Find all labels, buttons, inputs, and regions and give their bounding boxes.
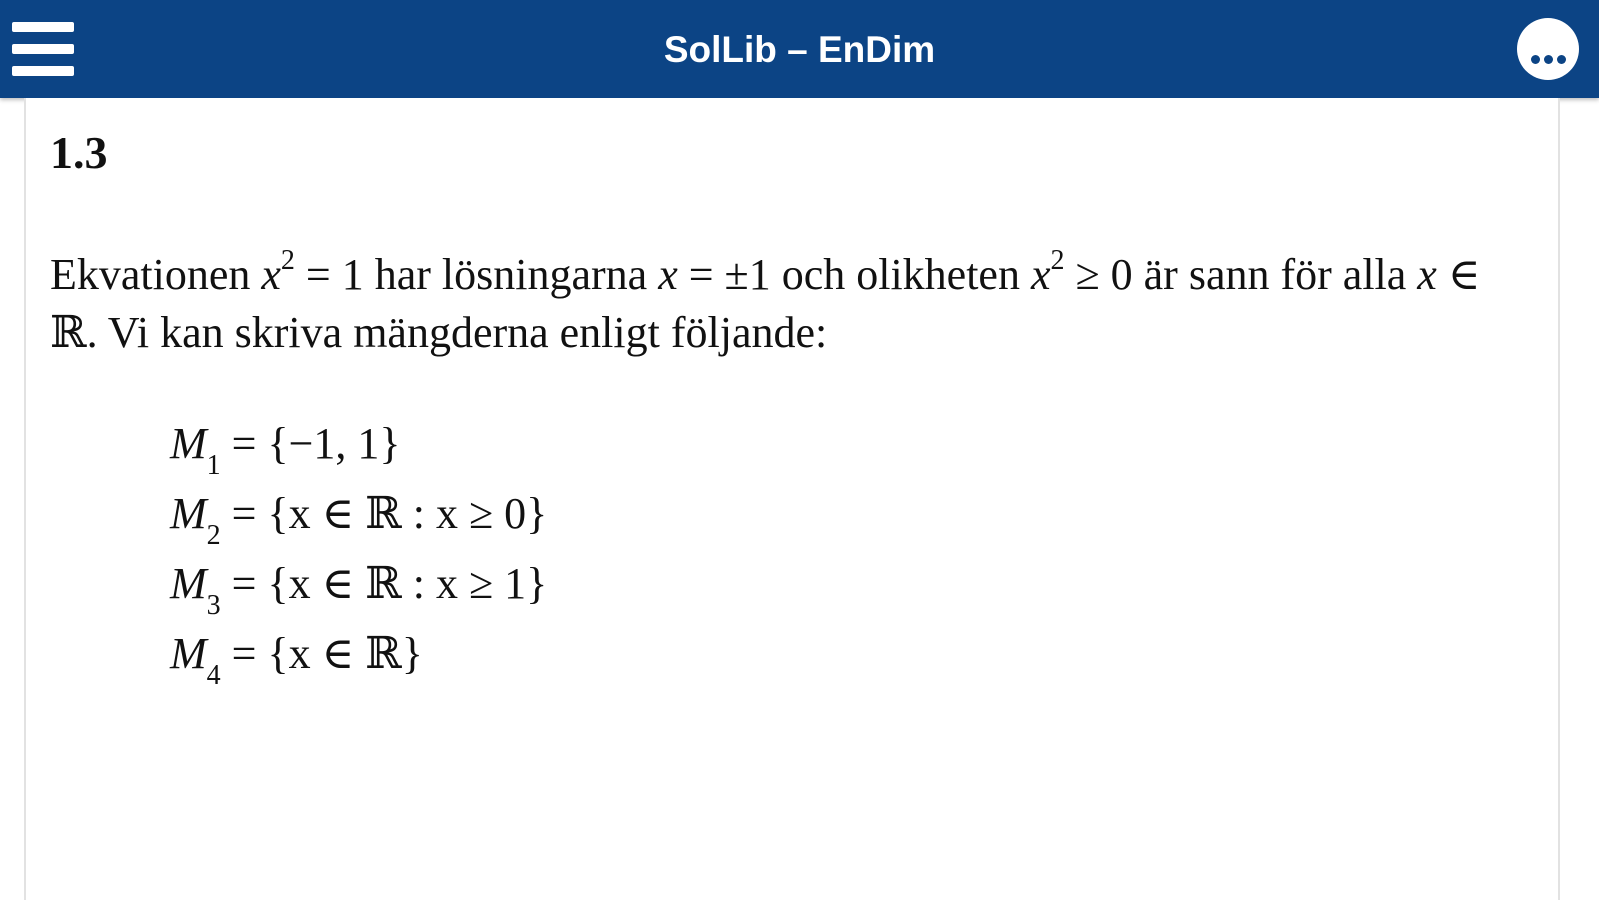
math-variable: x bbox=[261, 250, 281, 299]
set-name: M bbox=[170, 419, 207, 468]
set-equation bbox=[170, 626, 547, 696]
more-dot bbox=[1544, 55, 1553, 64]
more-options-icon[interactable] bbox=[1517, 18, 1579, 80]
set-index: 4 bbox=[206, 659, 221, 691]
set-definitions bbox=[170, 416, 547, 696]
text-run: Ekvationen bbox=[50, 250, 262, 299]
set-definition: = {x ∈ ℝ : x ≥ 0} bbox=[220, 489, 548, 538]
set-index: 1 bbox=[206, 449, 221, 481]
app-bar bbox=[0, 0, 1599, 98]
math-exponent: 2 bbox=[280, 245, 295, 277]
set-name: M bbox=[170, 489, 207, 538]
set-equation bbox=[170, 416, 547, 486]
set-equation bbox=[170, 556, 547, 626]
set-index: 3 bbox=[206, 589, 221, 621]
text-run: = 1 har lösningarna bbox=[294, 250, 659, 299]
set-definition: = {x ∈ ℝ} bbox=[220, 629, 423, 678]
section-title: 1.3 bbox=[50, 127, 108, 178]
text-run: ≥ 0 är sann för alla bbox=[1064, 250, 1418, 299]
set-name: M bbox=[170, 559, 207, 608]
math-variable: x bbox=[658, 250, 678, 299]
text-run: = ±1 och olikheten bbox=[677, 250, 1031, 299]
math-exponent: 2 bbox=[1050, 245, 1065, 277]
set-equation bbox=[170, 486, 547, 556]
set-index: 2 bbox=[206, 519, 221, 551]
set-name: M bbox=[170, 629, 207, 678]
math-variable: x bbox=[1030, 250, 1051, 299]
app-title: SolLib – EnDim bbox=[663, 29, 936, 70]
set-definition: = {x ∈ ℝ : x ≥ 1} bbox=[220, 559, 548, 608]
solution-card bbox=[24, 98, 1560, 900]
set-definition: = {−1, 1} bbox=[220, 419, 401, 468]
solution-paragraph bbox=[50, 246, 1530, 362]
more-dot bbox=[1531, 55, 1540, 64]
text-run: ∈ ℝ. Vi kan skriva mängderna enligt följande: bbox=[50, 250, 1481, 357]
more-dot bbox=[1557, 55, 1566, 64]
math-variable: x bbox=[1417, 250, 1437, 299]
